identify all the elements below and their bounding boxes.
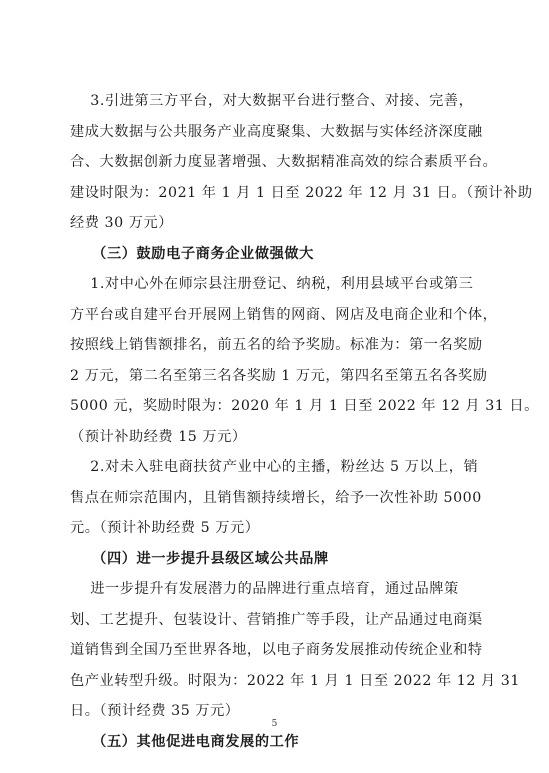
paragraph-line: 合、大数据创新力度显著增强、大数据精准高效的综合素质平台。 [70,154,498,170]
paragraph-line: 1.对中心外在师宗县注册登记、纳税，利用县域平台或第三 [70,276,474,292]
paragraph-line: 3.引进第三方平台，对大数据平台进行整合、对接、完善， [70,93,474,109]
paragraph-line: 售点在师宗范围内，且销售额持续增长，给予一次性补助 5000 [70,489,482,506]
paragraph-line: 色产业转型升级。时限为：2022 年 1 月 1 日至 2022 年 12 月 31 [70,672,520,689]
paragraph-line: 划、工艺提升、包装设计、营销推广等手段，让产品通过电商渠 [70,611,483,628]
section-heading: （五）其他促进电商发展的工作 [70,733,300,750]
paragraph-line: 方平台或自建平台开展网上销售的网商、网店及电商企业和个体， [70,306,498,323]
paragraph-line: 5000 元，奖励时限为：2020 年 1 月 1 日至 2022 年 12 月 31 日。 [70,398,539,414]
section-heading: （三）鼓励电子商务企业做强做大 [70,245,314,262]
paragraph-line: 经费 30 万元） [70,215,173,231]
paragraph-line: 建设时限为：2021 年 1 月 1 日至 2022 年 12 月 31 日。（预计补助 [70,184,533,201]
paragraph-line: 建成大数据与公共服务产业高度聚集、大数据与实体经济深度融 [70,123,483,140]
paragraph-line: （预计补助经费 15 万元） [70,428,247,445]
page-number: 5 [271,719,278,729]
paragraph-line: 2.对未入驻电商扶贫产业中心的主播，粉丝达 5 万以上，销 [70,459,479,475]
paragraph-line: 按照线上销售额排名，前五名的给予奖励。标准为：第一名奖励 [70,337,483,353]
document-body [70,86,539,757]
paragraph-line: 日。（预计经费 35 万元） [70,703,240,719]
paragraph-line: 2 万元，第二名至第三名各奖励 1 万元，第四名至第五名各奖励 [70,367,488,384]
section-heading: （四）进一步提升县级区域公共品牌 [70,550,329,567]
paragraph-line: 进一步提升有发展潜力的品牌进行重点培育，通过品牌策 [70,581,459,597]
paragraph-line: 元。（预计补助经费 5 万元） [70,520,260,536]
paragraph-line: 道销售到全国乃至世界各地，以电子商务发展推动传统企业和特 [70,642,483,658]
